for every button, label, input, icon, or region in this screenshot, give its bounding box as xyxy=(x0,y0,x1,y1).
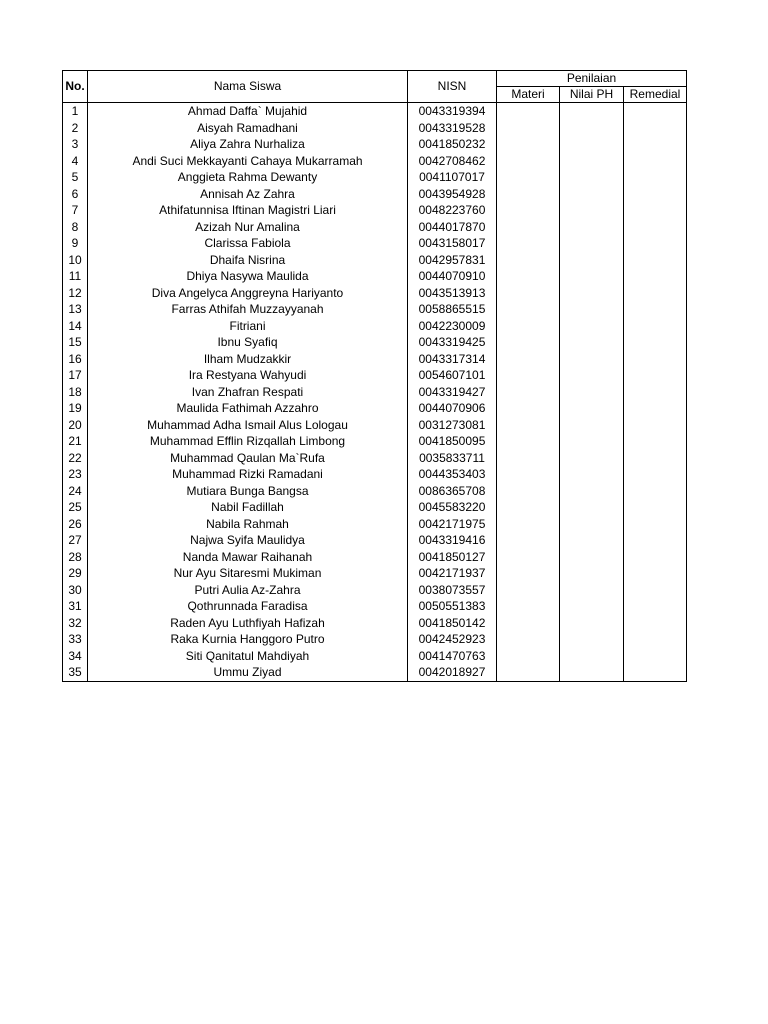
student-nisn: 0058865515 xyxy=(408,301,497,318)
row-number: 2 xyxy=(63,120,88,137)
student-nisn: 0054607101 xyxy=(408,367,497,384)
materi-cell[interactable] xyxy=(497,516,560,533)
nilai-ph-cell[interactable] xyxy=(560,367,624,384)
row-number: 20 xyxy=(63,417,88,434)
nilai-ph-cell[interactable] xyxy=(560,301,624,318)
nilai-ph-cell[interactable] xyxy=(560,202,624,219)
table-row xyxy=(63,433,687,450)
student-name: Mutiara Bunga Bangsa xyxy=(88,483,408,500)
row-number: 17 xyxy=(63,367,88,384)
nilai-ph-cell[interactable] xyxy=(560,615,624,632)
student-assessment-table xyxy=(62,70,687,682)
table-row xyxy=(63,384,687,401)
nilai-ph-cell[interactable] xyxy=(560,334,624,351)
header-nisn: NISN xyxy=(408,71,497,103)
student-nisn: 0043319425 xyxy=(408,334,497,351)
student-nisn: 0042452923 xyxy=(408,631,497,648)
remedial-cell[interactable] xyxy=(624,417,687,434)
row-number: 12 xyxy=(63,285,88,302)
row-number: 18 xyxy=(63,384,88,401)
student-nisn: 0041850127 xyxy=(408,549,497,566)
remedial-cell[interactable] xyxy=(624,615,687,632)
student-name: Nabila Rahmah xyxy=(88,516,408,533)
student-nisn: 0042171975 xyxy=(408,516,497,533)
materi-cell[interactable] xyxy=(497,334,560,351)
nilai-ph-cell[interactable] xyxy=(560,549,624,566)
remedial-cell[interactable] xyxy=(624,433,687,450)
student-nisn: 0044353403 xyxy=(408,466,497,483)
nilai-ph-cell[interactable] xyxy=(560,384,624,401)
row-number: 23 xyxy=(63,466,88,483)
materi-cell[interactable] xyxy=(497,384,560,401)
student-name: Farras Athifah Muzzayyanah xyxy=(88,301,408,318)
row-number: 6 xyxy=(63,186,88,203)
table-row xyxy=(63,301,687,318)
table-row xyxy=(63,516,687,533)
remedial-cell[interactable] xyxy=(624,318,687,335)
remedial-cell[interactable] xyxy=(624,499,687,516)
table-row xyxy=(63,598,687,615)
materi-cell[interactable] xyxy=(497,664,560,681)
nilai-ph-cell[interactable] xyxy=(560,351,624,368)
remedial-cell[interactable] xyxy=(624,334,687,351)
table-row xyxy=(63,186,687,203)
remedial-cell[interactable] xyxy=(624,384,687,401)
student-nisn: 0043317314 xyxy=(408,351,497,368)
student-nisn: 0044070910 xyxy=(408,268,497,285)
row-number: 35 xyxy=(63,664,88,681)
table-row xyxy=(63,285,687,302)
materi-cell[interactable] xyxy=(497,598,560,615)
materi-cell[interactable] xyxy=(497,235,560,252)
materi-cell[interactable] xyxy=(497,466,560,483)
student-nisn: 0043319528 xyxy=(408,120,497,137)
table-row xyxy=(63,120,687,137)
table-row xyxy=(63,631,687,648)
remedial-cell[interactable] xyxy=(624,598,687,615)
student-nisn: 0041850142 xyxy=(408,615,497,632)
remedial-cell[interactable] xyxy=(624,186,687,203)
remedial-cell[interactable] xyxy=(624,219,687,236)
student-name: Athifatunnisa Iftinan Magistri Liari xyxy=(88,202,408,219)
remedial-cell[interactable] xyxy=(624,301,687,318)
materi-cell[interactable] xyxy=(497,153,560,170)
table-row xyxy=(63,268,687,285)
nilai-ph-cell[interactable] xyxy=(560,483,624,500)
table-row xyxy=(63,450,687,467)
remedial-cell[interactable] xyxy=(624,136,687,153)
student-nisn: 0031273081 xyxy=(408,417,497,434)
materi-cell[interactable] xyxy=(497,219,560,236)
student-name: Nur Ayu Sitaresmi Mukiman xyxy=(88,565,408,582)
materi-cell[interactable] xyxy=(497,615,560,632)
nilai-ph-cell[interactable] xyxy=(560,450,624,467)
nilai-ph-cell[interactable] xyxy=(560,664,624,681)
remedial-cell[interactable] xyxy=(624,252,687,269)
student-nisn: 0043513913 xyxy=(408,285,497,302)
row-number: 29 xyxy=(63,565,88,582)
row-number: 22 xyxy=(63,450,88,467)
student-nisn: 0041850095 xyxy=(408,433,497,450)
student-name: Aliya Zahra Nurhaliza xyxy=(88,136,408,153)
remedial-cell[interactable] xyxy=(624,664,687,681)
remedial-cell[interactable] xyxy=(624,483,687,500)
student-name: Muhammad Rizki Ramadani xyxy=(88,466,408,483)
student-name: Nabil Fadillah xyxy=(88,499,408,516)
nilai-ph-cell[interactable] xyxy=(560,400,624,417)
student-name: Annisah Az Zahra xyxy=(88,186,408,203)
row-number: 16 xyxy=(63,351,88,368)
student-nisn: 0038073557 xyxy=(408,582,497,599)
materi-cell[interactable] xyxy=(497,648,560,665)
row-number: 15 xyxy=(63,334,88,351)
table-row xyxy=(63,417,687,434)
student-nisn: 0048223760 xyxy=(408,202,497,219)
header-materi: Materi xyxy=(497,87,560,103)
table-row xyxy=(63,615,687,632)
student-name: Muhammad Efflin Rizqallah Limbong xyxy=(88,433,408,450)
materi-cell[interactable] xyxy=(497,433,560,450)
student-name: Dhaifa Nisrina xyxy=(88,252,408,269)
student-name: Muhammad Qaulan Ma`Rufa xyxy=(88,450,408,467)
table-row xyxy=(63,565,687,582)
table-row xyxy=(63,351,687,368)
nilai-ph-cell[interactable] xyxy=(560,516,624,533)
table-row xyxy=(63,103,687,120)
table-row xyxy=(63,367,687,384)
student-name: Andi Suci Mekkayanti Cahaya Mukarramah xyxy=(88,153,408,170)
student-nisn: 0041850232 xyxy=(408,136,497,153)
materi-cell[interactable] xyxy=(497,202,560,219)
row-number: 28 xyxy=(63,549,88,566)
remedial-cell[interactable] xyxy=(624,565,687,582)
student-name: Ilham Mudzakkir xyxy=(88,351,408,368)
remedial-cell[interactable] xyxy=(624,202,687,219)
remedial-cell[interactable] xyxy=(624,169,687,186)
row-number: 19 xyxy=(63,400,88,417)
nilai-ph-cell[interactable] xyxy=(560,268,624,285)
row-number: 26 xyxy=(63,516,88,533)
nilai-ph-cell[interactable] xyxy=(560,499,624,516)
row-number: 21 xyxy=(63,433,88,450)
remedial-cell[interactable] xyxy=(624,466,687,483)
row-number: 33 xyxy=(63,631,88,648)
student-name: Anggieta Rahma Dewanty xyxy=(88,169,408,186)
remedial-cell[interactable] xyxy=(624,549,687,566)
remedial-cell[interactable] xyxy=(624,120,687,137)
nilai-ph-cell[interactable] xyxy=(560,648,624,665)
materi-cell[interactable] xyxy=(497,549,560,566)
table-row xyxy=(63,318,687,335)
remedial-cell[interactable] xyxy=(624,285,687,302)
materi-cell[interactable] xyxy=(497,169,560,186)
row-number: 27 xyxy=(63,532,88,549)
table-row xyxy=(63,483,687,500)
remedial-cell[interactable] xyxy=(624,268,687,285)
remedial-cell[interactable] xyxy=(624,532,687,549)
student-rows xyxy=(63,103,687,682)
header-penilaian: Penilaian xyxy=(497,71,687,87)
student-nisn: 0042708462 xyxy=(408,153,497,170)
student-name: Muhammad Adha Ismail Alus Lologau xyxy=(88,417,408,434)
row-number: 32 xyxy=(63,615,88,632)
row-number: 24 xyxy=(63,483,88,500)
student-name: Dhiya Nasywa Maulida xyxy=(88,268,408,285)
student-name: Diva Angelyca Anggreyna Hariyanto xyxy=(88,285,408,302)
nilai-ph-cell[interactable] xyxy=(560,598,624,615)
remedial-cell[interactable] xyxy=(624,103,687,120)
remedial-cell[interactable] xyxy=(624,367,687,384)
row-number: 31 xyxy=(63,598,88,615)
student-name: Fitriani xyxy=(88,318,408,335)
student-nisn: 0035833711 xyxy=(408,450,497,467)
materi-cell[interactable] xyxy=(497,400,560,417)
nilai-ph-cell[interactable] xyxy=(560,565,624,582)
table-row xyxy=(63,136,687,153)
student-nisn: 0050551383 xyxy=(408,598,497,615)
nilai-ph-cell[interactable] xyxy=(560,219,624,236)
table-row xyxy=(63,582,687,599)
table-row xyxy=(63,219,687,236)
student-nisn: 0042957831 xyxy=(408,252,497,269)
row-number: 14 xyxy=(63,318,88,335)
student-name: Aisyah Ramadhani xyxy=(88,120,408,137)
row-number: 11 xyxy=(63,268,88,285)
table-row xyxy=(63,334,687,351)
remedial-cell[interactable] xyxy=(624,235,687,252)
student-name: Azizah Nur Amalina xyxy=(88,219,408,236)
materi-cell[interactable] xyxy=(497,582,560,599)
materi-cell[interactable] xyxy=(497,450,560,467)
materi-cell[interactable] xyxy=(497,318,560,335)
materi-cell[interactable] xyxy=(497,136,560,153)
materi-cell[interactable] xyxy=(497,532,560,549)
nilai-ph-cell[interactable] xyxy=(560,318,624,335)
student-name: Najwa Syifa Maulidya xyxy=(88,532,408,549)
remedial-cell[interactable] xyxy=(624,153,687,170)
nilai-ph-cell[interactable] xyxy=(560,186,624,203)
student-nisn: 0044070906 xyxy=(408,400,497,417)
header-no: No. xyxy=(63,71,88,103)
table-row xyxy=(63,153,687,170)
student-name: Ira Restyana Wahyudi xyxy=(88,367,408,384)
row-number: 5 xyxy=(63,169,88,186)
student-name: Ahmad Daffa` Mujahid xyxy=(88,103,408,120)
row-number: 8 xyxy=(63,219,88,236)
student-nisn: 0043158017 xyxy=(408,235,497,252)
student-name: Ummu Ziyad xyxy=(88,664,408,681)
student-name: Ivan Zhafran Respati xyxy=(88,384,408,401)
nilai-ph-cell[interactable] xyxy=(560,252,624,269)
row-number: 7 xyxy=(63,202,88,219)
student-name: Maulida Fathimah Azzahro xyxy=(88,400,408,417)
nilai-ph-cell[interactable] xyxy=(560,120,624,137)
student-nisn: 0086365708 xyxy=(408,483,497,500)
materi-cell[interactable] xyxy=(497,565,560,582)
row-number: 3 xyxy=(63,136,88,153)
nilai-ph-cell[interactable] xyxy=(560,169,624,186)
student-nisn: 0043319394 xyxy=(408,103,497,120)
table-row xyxy=(63,235,687,252)
nilai-ph-cell[interactable] xyxy=(560,466,624,483)
materi-cell[interactable] xyxy=(497,367,560,384)
materi-cell[interactable] xyxy=(497,285,560,302)
row-number: 10 xyxy=(63,252,88,269)
table-row xyxy=(63,252,687,269)
table-row xyxy=(63,466,687,483)
header-remedial: Remedial xyxy=(624,87,687,103)
nilai-ph-cell[interactable] xyxy=(560,153,624,170)
nilai-ph-cell[interactable] xyxy=(560,631,624,648)
student-name: Siti Qanitatul Mahdiyah xyxy=(88,648,408,665)
remedial-cell[interactable] xyxy=(624,351,687,368)
row-number: 30 xyxy=(63,582,88,599)
student-nisn: 0043319427 xyxy=(408,384,497,401)
row-number: 25 xyxy=(63,499,88,516)
student-nisn: 0042018927 xyxy=(408,664,497,681)
student-name: Ibnu Syafiq xyxy=(88,334,408,351)
nilai-ph-cell[interactable] xyxy=(560,285,624,302)
remedial-cell[interactable] xyxy=(624,631,687,648)
table-row xyxy=(63,664,687,681)
row-number: 1 xyxy=(63,103,88,120)
remedial-cell[interactable] xyxy=(624,648,687,665)
materi-cell[interactable] xyxy=(497,483,560,500)
materi-cell[interactable] xyxy=(497,631,560,648)
table-row xyxy=(63,499,687,516)
materi-cell[interactable] xyxy=(497,351,560,368)
materi-cell[interactable] xyxy=(497,252,560,269)
table-row xyxy=(63,532,687,549)
student-name: Raka Kurnia Hanggoro Putro xyxy=(88,631,408,648)
student-name: Qothrunnada Faradisa xyxy=(88,598,408,615)
materi-cell[interactable] xyxy=(497,103,560,120)
table-row xyxy=(63,169,687,186)
student-name: Nanda Mawar Raihanah xyxy=(88,549,408,566)
student-name: Putri Aulia Az-Zahra xyxy=(88,582,408,599)
materi-cell[interactable] xyxy=(497,301,560,318)
materi-cell[interactable] xyxy=(497,417,560,434)
row-number: 13 xyxy=(63,301,88,318)
materi-cell[interactable] xyxy=(497,120,560,137)
nilai-ph-cell[interactable] xyxy=(560,582,624,599)
materi-cell[interactable] xyxy=(497,268,560,285)
student-nisn: 0042171937 xyxy=(408,565,497,582)
remedial-cell[interactable] xyxy=(624,516,687,533)
nilai-ph-cell[interactable] xyxy=(560,433,624,450)
row-number: 4 xyxy=(63,153,88,170)
row-number: 9 xyxy=(63,235,88,252)
student-nisn: 0043319416 xyxy=(408,532,497,549)
remedial-cell[interactable] xyxy=(624,450,687,467)
materi-cell[interactable] xyxy=(497,499,560,516)
student-nisn: 0042230009 xyxy=(408,318,497,335)
table-row xyxy=(63,648,687,665)
table-row xyxy=(63,202,687,219)
student-nisn: 0041107017 xyxy=(408,169,497,186)
materi-cell[interactable] xyxy=(497,186,560,203)
student-nisn: 0045583220 xyxy=(408,499,497,516)
student-name: Raden Ayu Luthfiyah Hafizah xyxy=(88,615,408,632)
student-nisn: 0043954928 xyxy=(408,186,497,203)
student-name: Clarissa Fabiola xyxy=(88,235,408,252)
student-nisn: 0044017870 xyxy=(408,219,497,236)
nilai-ph-cell[interactable] xyxy=(560,103,624,120)
header-nilai-ph: Nilai PH xyxy=(560,87,624,103)
nilai-ph-cell[interactable] xyxy=(560,417,624,434)
nilai-ph-cell[interactable] xyxy=(560,235,624,252)
table-row xyxy=(63,400,687,417)
header-nama-siswa: Nama Siswa xyxy=(88,71,408,103)
row-number: 34 xyxy=(63,648,88,665)
student-nisn: 0041470763 xyxy=(408,648,497,665)
nilai-ph-cell[interactable] xyxy=(560,532,624,549)
remedial-cell[interactable] xyxy=(624,400,687,417)
table-row xyxy=(63,549,687,566)
nilai-ph-cell[interactable] xyxy=(560,136,624,153)
remedial-cell[interactable] xyxy=(624,582,687,599)
